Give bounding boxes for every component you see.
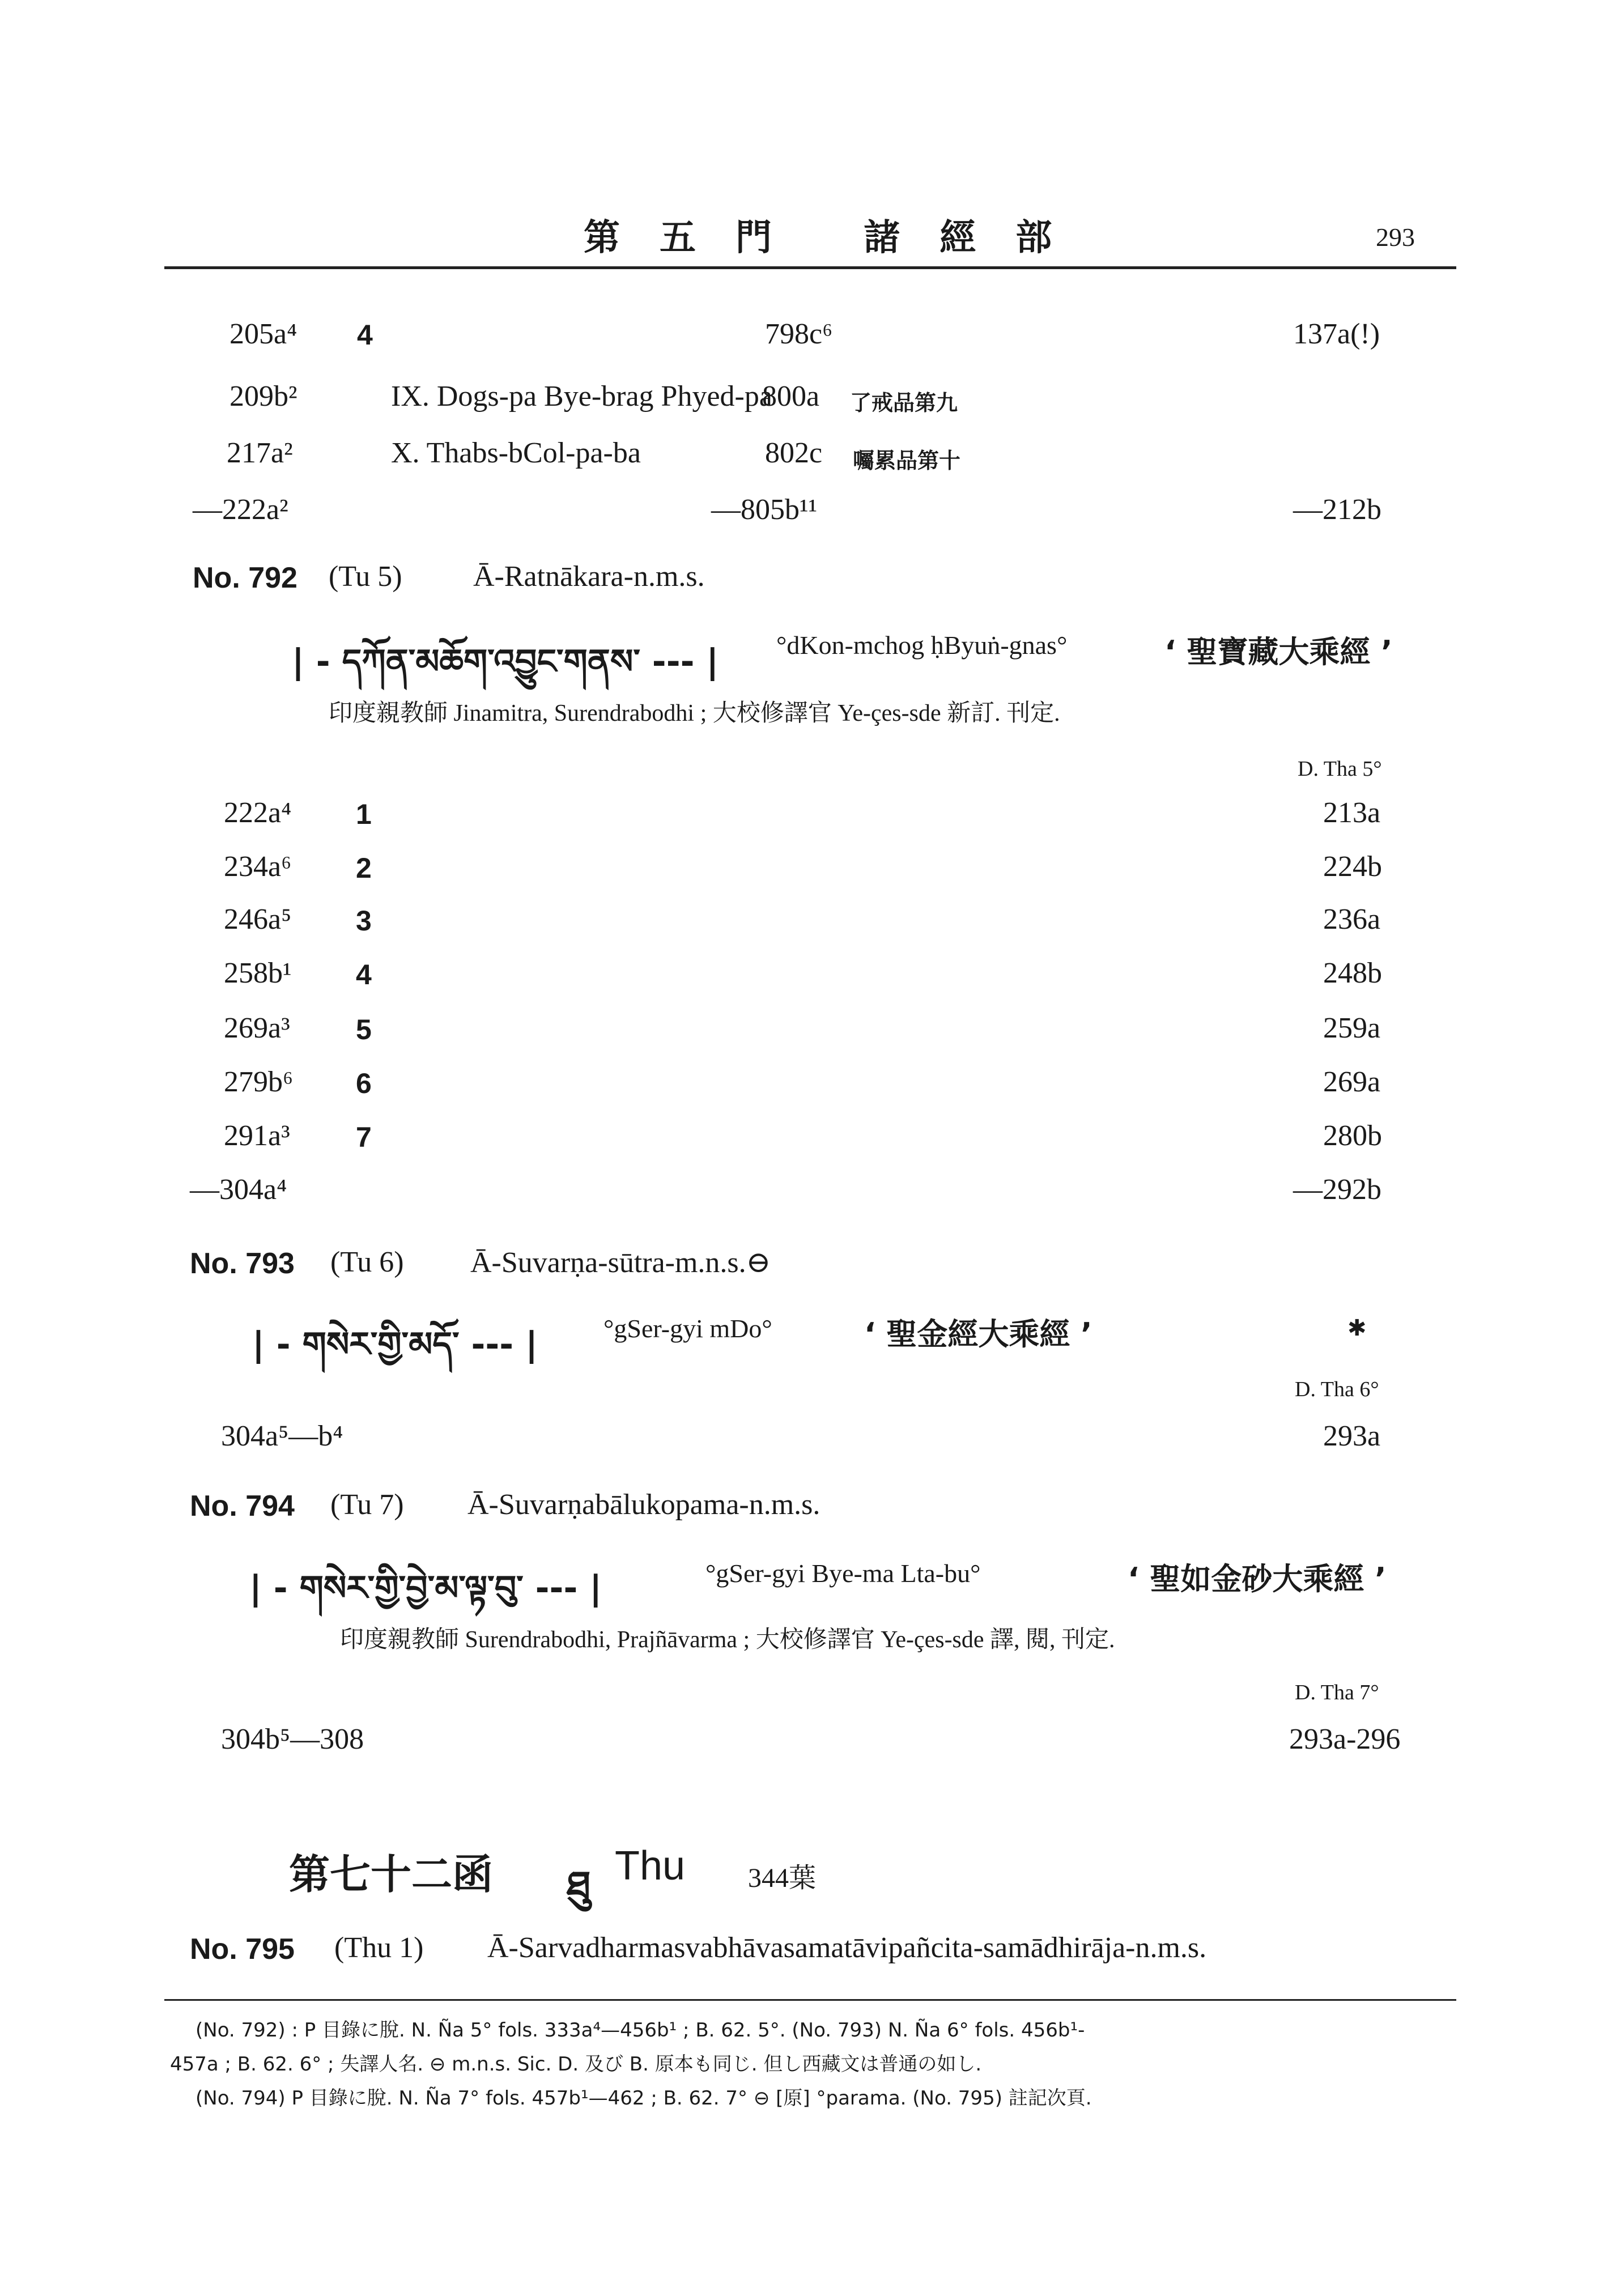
fol-cell: 304b⁵—308 xyxy=(221,1723,364,1755)
tibetan-title: | - གསེར་གྱི་མདོ་ --- | xyxy=(252,1325,538,1364)
derge-cell: 280b xyxy=(1323,1120,1382,1152)
cjk-title: ‘ 聖如金砂大乘經 ’ xyxy=(1128,1561,1387,1597)
fol-cell: —304a⁴ xyxy=(190,1173,287,1206)
entry-number: No. 794 xyxy=(190,1490,295,1523)
derge-cell: 248b xyxy=(1323,957,1382,989)
fol-cell: 222a⁴ xyxy=(224,797,292,829)
chapter-cell: 4 xyxy=(357,319,373,351)
chapter-cell: IX. Dogs-pa Bye-brag Phyed-pa xyxy=(391,380,772,413)
derge-cell: 293a-296 xyxy=(1289,1723,1401,1755)
derge-cell: —212b xyxy=(1293,494,1381,526)
derge-cell: 224b xyxy=(1323,851,1382,883)
derge-ref: D. Tha 6° xyxy=(1295,1377,1379,1401)
chapter-cell: 2 xyxy=(356,852,372,884)
derge-cell: 236a xyxy=(1323,903,1381,936)
entry-tu: (Tu 5) xyxy=(329,560,402,593)
ref-cell: 800a xyxy=(762,380,820,413)
footnote-line: (No. 792) : P 目錄に脫. N. Ña 5° fols. 333a⁴—456b¹ ; B. 62. 5°. (No. 793) N. Ña 6° fols. 456b¹- xyxy=(195,2019,1085,2042)
derge-cell: 259a xyxy=(1323,1012,1381,1044)
entry-number: No. 792 xyxy=(193,562,297,594)
fol-cell: 205a⁴ xyxy=(229,318,297,350)
fol-cell: 304a⁵—b⁴ xyxy=(221,1420,343,1452)
fol-cell: 217a² xyxy=(227,437,293,469)
fol-cell: 258b¹ xyxy=(224,957,292,989)
chapter-cell: X. Thabs-bCol-pa-ba xyxy=(391,437,641,469)
entry-tu: (Tu 6) xyxy=(330,1246,404,1278)
page-header-title: 第五門 諸經部 xyxy=(584,216,1092,259)
footnote-line: 457a ; B. 62. 6° ; 失譯人名. ⊖ m.n.s. Sic. D. 及び B. 原本も同じ. 但し西藏文は普通の如し. xyxy=(170,2053,982,2076)
entry-tu: (Thu 1) xyxy=(334,1932,424,1964)
tibetan-short: °gSer-gyi Bye-ma Lta-bu° xyxy=(705,1559,981,1588)
tibetan-short: °dKon-mchog ḥByuṅ-gnas° xyxy=(776,631,1068,660)
fol-cell: 291a³ xyxy=(224,1120,290,1152)
tibetan-short: °gSer-gyi mDo° xyxy=(603,1314,772,1343)
footnote-line: (No. 794) P 目錄に脫. N. Ña 7° fols. 457b¹—462 ; B. 62. 7° ⊖ [原] °parama. (No. 795) 註記次頁. xyxy=(195,2087,1092,2110)
ref-note: 囑累品第十 xyxy=(853,448,961,473)
footnote-rule xyxy=(164,1999,1456,2001)
tibetan-title: | - དཀོན་མཆོག་འབྱུང་གནས་ --- | xyxy=(292,642,719,682)
entry-tu: (Tu 7) xyxy=(330,1489,404,1521)
entry-title: Ā-Suvarṇa-sūtra-m.n.s.⊖ xyxy=(470,1247,771,1279)
fol-cell: —222a² xyxy=(193,494,288,526)
entry-number: No. 795 xyxy=(190,1933,295,1966)
page-number: 293 xyxy=(1376,223,1415,252)
bullet-mark: ✱ xyxy=(1347,1315,1367,1341)
derge-cell: 269a xyxy=(1323,1066,1381,1098)
chapter-cell: 4 xyxy=(356,959,372,990)
volume-name: Thu xyxy=(615,1843,686,1889)
fol-cell: 234a⁶ xyxy=(224,851,292,883)
ref-note: 了戒品第九 xyxy=(850,390,958,415)
header-rule xyxy=(164,266,1456,269)
ref-cell: 802c xyxy=(765,437,823,469)
derge-ref: D. Tha 5° xyxy=(1298,757,1382,781)
translators: 印度親教師 Surendrabodhi, Prajñāvarma ; 大校修譯官 Ye-çes-sde 譯, 閱, 刊定. xyxy=(340,1627,1115,1653)
entry-number: No. 793 xyxy=(190,1247,295,1280)
derge-cell: 213a xyxy=(1323,797,1381,829)
entry-title: Ā-Ratnākara-n.m.s. xyxy=(473,560,705,593)
fol-cell: 269a³ xyxy=(224,1012,290,1044)
derge-cell: 137a(!) xyxy=(1293,318,1380,350)
fol-cell: 209b² xyxy=(229,380,297,413)
volume-tibetan: ཐུ xyxy=(567,1863,591,1909)
translators: 印度親教師 Jinamitra, Surendrabodhi ; 大校修譯官 Ye-çes-sde 新訂. 刊定. xyxy=(329,700,1060,726)
chapter-cell: 7 xyxy=(356,1121,372,1153)
chapter-cell: 6 xyxy=(356,1068,372,1099)
cjk-title: ‘ 聖金經大乘經 ’ xyxy=(864,1316,1092,1352)
ref-cell: —805b¹¹ xyxy=(711,494,818,526)
tibetan-title: | - གསེར་གྱི་བྱེ་མ་ལྟ་བུ་ --- | xyxy=(249,1568,602,1608)
derge-ref: D. Tha 7° xyxy=(1295,1681,1379,1704)
chapter-cell: 5 xyxy=(356,1014,372,1045)
derge-cell: 293a xyxy=(1323,1420,1381,1452)
ref-cell: 798c⁶ xyxy=(765,318,833,350)
fol-cell: 246a⁵ xyxy=(224,903,292,936)
volume-cjk: 第七十二函 xyxy=(289,1851,494,1898)
volume-leaves: 344葉 xyxy=(748,1863,817,1893)
chapter-cell: 1 xyxy=(356,798,372,830)
entry-title: Ā-Sarvadharmasvabhāvasamatāvipañcita-samādhirāja-n.m.s. xyxy=(487,1932,1207,1964)
chapter-cell: 3 xyxy=(356,905,372,937)
fol-cell: 279b⁶ xyxy=(224,1066,294,1098)
derge-cell: —292b xyxy=(1293,1173,1381,1206)
cjk-title: ‘ 聖寶藏大乘經 ’ xyxy=(1164,634,1393,670)
entry-title: Ā-Suvarṇabālukopama-n.m.s. xyxy=(467,1489,820,1521)
